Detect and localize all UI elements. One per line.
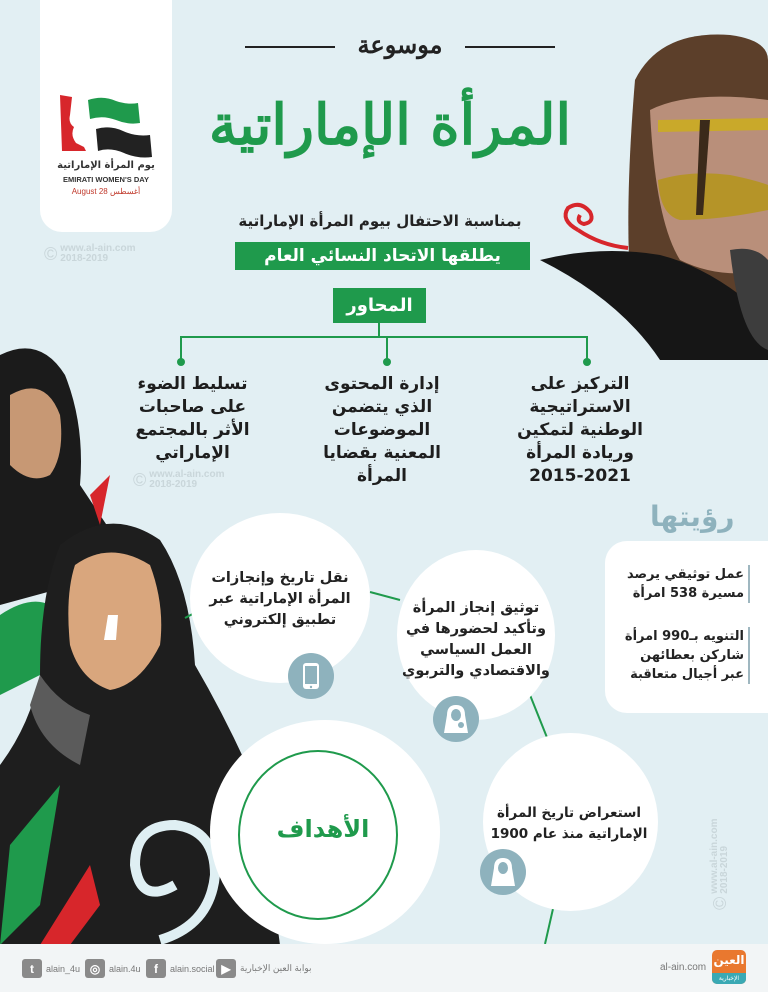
subtitle: بمناسبة الاحتفال بيوم المرأة الإماراتية: [238, 212, 522, 230]
goals-center-circle: [210, 720, 440, 944]
axis-item-strategy: التركيز على الاستراتيجية الوطنية لتمكين وريادة المرأة 2021-2015: [517, 374, 643, 486]
watermark-years: 2018-2019: [719, 845, 730, 894]
goal-text-documentation: توثيق إنجاز المرأة وتأكيد لحضورها في العمل السياسي والاقتصادي والتربوي: [402, 600, 550, 679]
al-ain-brand-logo: [712, 950, 746, 984]
watermark-site: www.al-ain.com: [149, 469, 225, 480]
launcher-banner: يطلقها الاتحاد النسائي العام: [235, 242, 530, 270]
tree-horizontal-line: [180, 336, 587, 338]
copyright-icon: ©: [133, 470, 147, 490]
tree-dot-right: [583, 358, 591, 366]
twitter-handle: alain_4u: [46, 963, 81, 974]
brand-logo-top: العين: [713, 953, 745, 967]
goal-text-app: نقل تاريخ وإنجازات المرأة الإماراتية عبر تطبيق إلكتروني: [209, 570, 351, 628]
goals-heading: الأهداف: [276, 815, 370, 843]
youtube-icon: ▶: [216, 959, 236, 978]
facebook-handle: alain.social: [170, 963, 215, 974]
facebook-icon: f: [146, 959, 166, 978]
supertitle: موسوعة: [357, 30, 443, 59]
tree-branch-right: [586, 336, 588, 360]
tree-stem: [378, 323, 380, 337]
logo-title-arabic: يوم المرأة الإماراتية: [57, 160, 155, 171]
goal-circle-app: [190, 513, 370, 683]
logo-title-english: EMIRATI WOMEN'S DAY: [63, 175, 149, 184]
footer: [0, 944, 768, 992]
uae-flag-logo-icon: [58, 95, 158, 160]
logo-date: August 28 أغسطس: [71, 187, 141, 196]
youtube-channel: بوابة العين الإخبارية: [240, 963, 312, 973]
axes-heading: المحاور: [333, 288, 426, 323]
watermark-top: [44, 244, 135, 264]
emirati-womens-day-logo-card: [40, 0, 172, 232]
tree-dot-left: [177, 358, 185, 366]
social-instagram[interactable]: [85, 959, 141, 978]
goal-circle-history: [483, 733, 658, 911]
watermark-site: www.al-ain.com: [60, 243, 136, 254]
copyright-icon: ©: [44, 244, 58, 264]
tree-dot-center: [383, 358, 391, 366]
woman-icon: [480, 849, 526, 895]
vision-item-recognition: التنويه بـ990 امرأة شاركن بعطائهن عبر أجيال متعاقبة: [615, 627, 750, 684]
social-facebook[interactable]: [146, 959, 215, 978]
page-title: المرأة الإماراتية: [208, 92, 572, 158]
twitter-icon: t: [22, 959, 42, 978]
vision-heading: رؤيتها: [650, 500, 735, 533]
social-twitter[interactable]: [22, 959, 80, 978]
copyright-icon: ©: [710, 896, 730, 910]
tree-branch-left: [180, 336, 182, 360]
vision-item-documentary: عمل توثيقي يرصد مسيرة 538 امرأة: [615, 565, 750, 603]
woman-medal-icon: [433, 696, 479, 742]
axis-item-content: إدارة المحتوى الذي يتضمن الموضوعات المعنية بقضايا المرأة: [323, 374, 441, 486]
watermark-site: www.al-ain.com: [709, 818, 720, 894]
supertitle-line-right: [465, 46, 555, 48]
supertitle-line-left: [245, 46, 335, 48]
goal-circle-documentation: [397, 550, 555, 720]
goal-text-history: استعراض تاريخ المرأة الإماراتية منذ عام 1900: [490, 805, 648, 842]
watermark-years: 2018-2019: [60, 253, 109, 264]
instagram-handle: alain.4u: [109, 963, 141, 974]
axis-item-spotlight: تسليط الضوء على صاحبات الأثر بالمجتمع الإماراتي: [135, 374, 250, 463]
portrait-elderly-woman-illustration: [540, 20, 768, 360]
watermark-years: 2018-2019: [149, 479, 198, 490]
brand-logo-bottom: الإخبارية: [712, 973, 746, 984]
social-youtube[interactable]: [216, 959, 311, 978]
smartphone-icon: [288, 653, 334, 699]
instagram-icon: ◎: [85, 959, 105, 978]
tree-branch-center: [386, 336, 388, 360]
site-link[interactable]: al-ain.com: [660, 962, 707, 973]
